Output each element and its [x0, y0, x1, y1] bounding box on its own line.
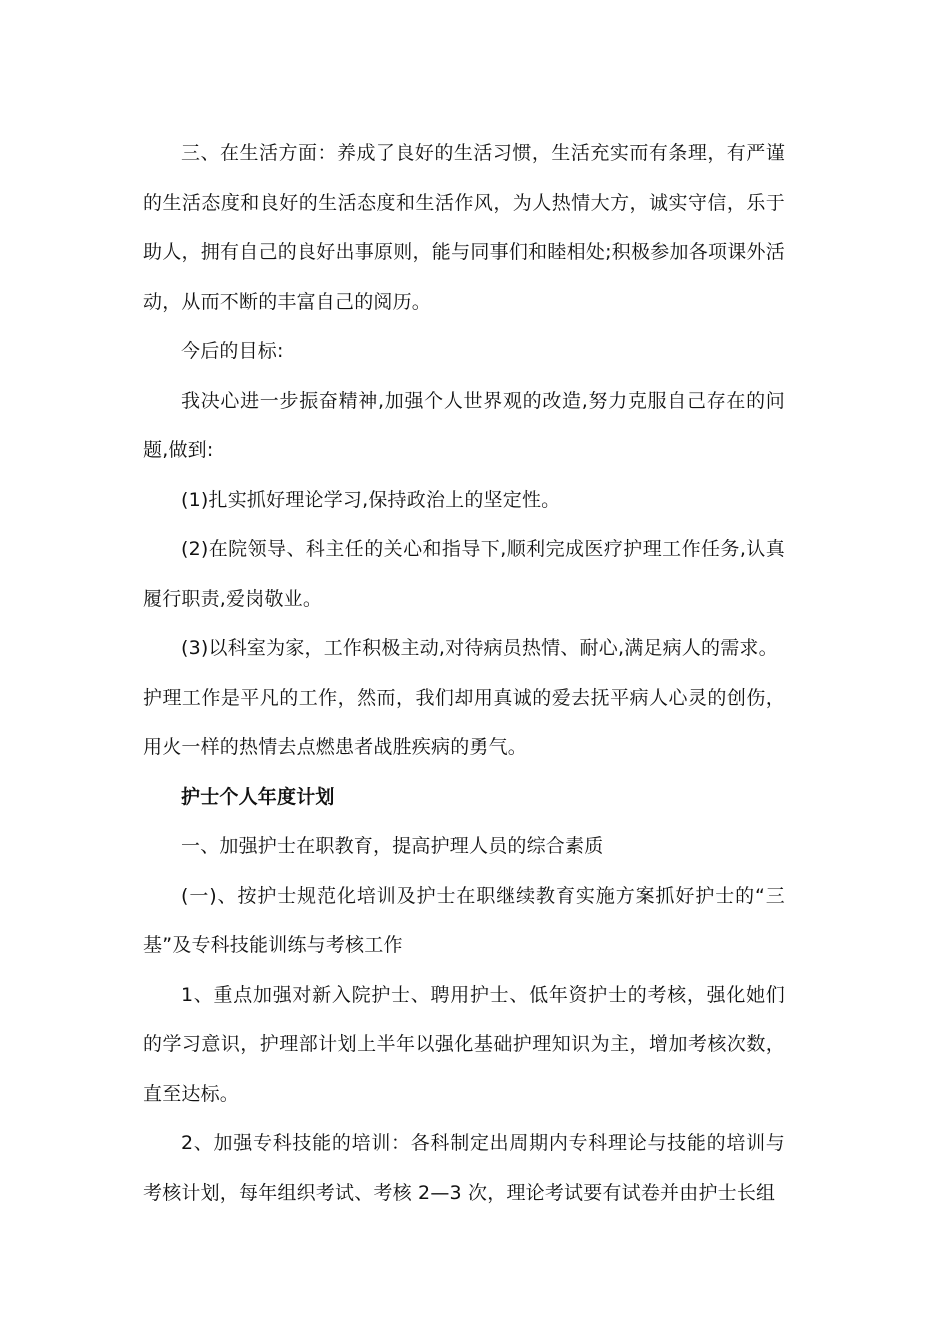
- section-heading-annual-plan: 护士个人年度计划: [181, 785, 335, 808]
- paragraph-item-2: 2、加强专科技能的培训：各科制定出周期内专科理论与技能的培训与考核计划，每年组织考试、考核 2—3 次，理论考试要有试卷并由护士长组: [143, 1132, 785, 1204]
- paragraph-goal-3: (3)以科室为家，工作积极主动,对待病员热情、耐心,满足病人的需求。: [181, 637, 778, 659]
- paragraph-future-goals-label: 今后的目标:: [181, 340, 284, 362]
- paragraph-nursing-work: 护理工作是平凡的工作，然而，我们却用真诚的爱去抚平病人心灵的创伤，用火一样的热情去点燃患者战胜疾病的勇气。: [143, 686, 785, 758]
- paragraph-item-1: 1、重点加强对新入院护士、聘用护士、低年资护士的考核，强化她们的学习意识，护理部计划上半年以强化基础护理知识为主，增加考核次数，直至达标。: [143, 983, 785, 1105]
- paragraph-section-one: 一、加强护士在职教育，提高护理人员的综合素质: [181, 835, 604, 857]
- paragraph-determination: 我决心进一步振奋精神,加强个人世界观的改造,努力克服自己存在的问题,做到:: [143, 389, 785, 461]
- paragraph-goal-1: (1)扎实抓好理论学习,保持政治上的坚定性。: [181, 488, 561, 511]
- paragraph-subsection-one: (一)、按护士规范化培训及护士在职继续教育实施方案抓好护士的“三基”及专科技能训练与考核工作: [143, 884, 785, 956]
- paragraph-goal-2: (2)在院领导、科主任的关心和指导下,顺利完成医疗护理工作任务,认真履行职责,爱岗敬业。: [143, 538, 785, 610]
- paragraph-life-aspect: 三、在生活方面：养成了良好的生活习惯，生活充实而有条理，有严谨的生活态度和良好的生活态度和生活作风，为人热情大方，诚实守信，乐于助人，拥有自己的良好出事原则，能与同事们和睦相处;积极参加各项课外活动，从而不断的丰富自己的阅历。: [143, 142, 785, 313]
- document-body: [143, 129, 785, 1218]
